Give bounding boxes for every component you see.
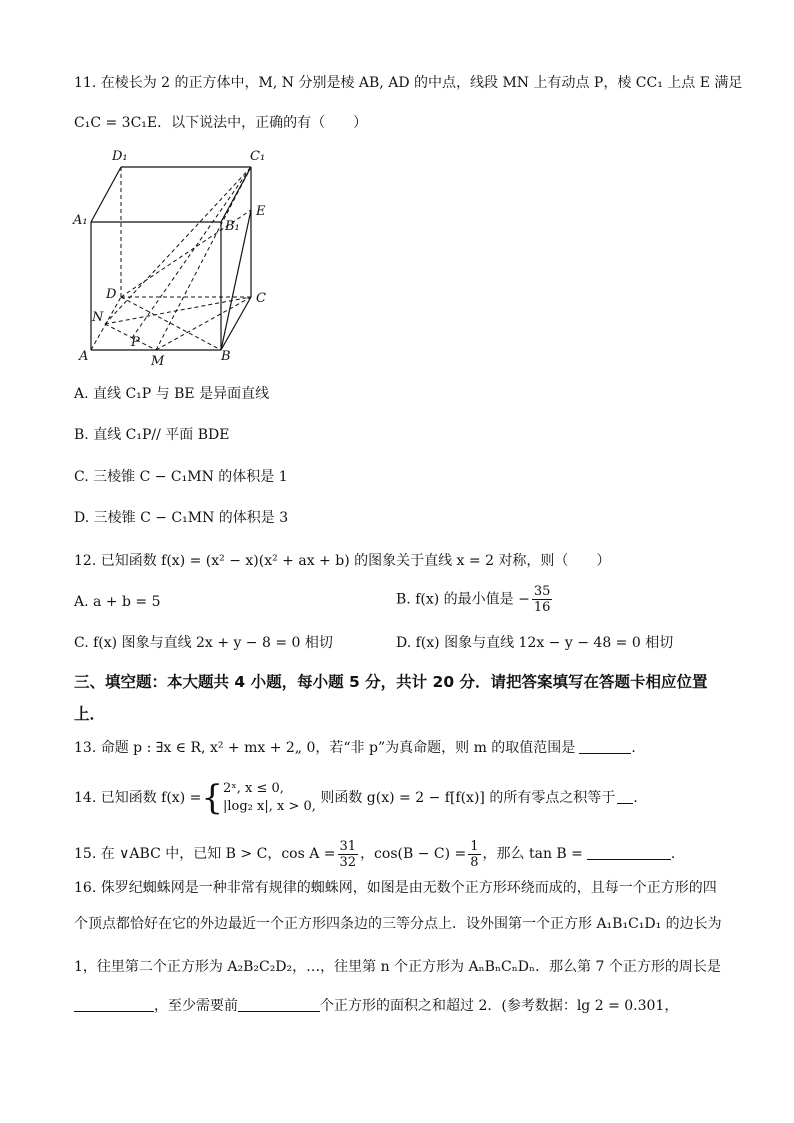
q13-end: ． — [631, 740, 646, 756]
fraction-denominator: 32 — [339, 854, 357, 870]
q16-line3: 1，往里第二个正方形为 A₂B₂C₂D₂，…，往里第 n 个正方形为 AₙBₙCₙDₙ．那么第 7 个正方形的周长是 — [74, 959, 721, 975]
q16-line2: 个顶点都恰好在它的外边最近一个正方形四条边的三等分点上．设外围第一个正方形 A₁B₁C₁D₁ 的边长为 — [74, 916, 722, 932]
q11-stem-line2: C₁C = 3C₁E．以下说法中，正确的有（ ） — [74, 115, 368, 131]
label-B: B — [221, 349, 231, 364]
q16-line4 — [74, 996, 678, 1016]
label-E: E — [256, 204, 266, 219]
fraction-denominator: 16 — [533, 600, 551, 615]
q15-cosA-fraction — [338, 839, 359, 870]
label-D: D — [106, 287, 117, 302]
q15-answer-blank — [587, 845, 671, 860]
q13 — [74, 738, 645, 758]
q16-line4-mid: ，至少需要前 — [154, 998, 238, 1014]
q11-option-b: B. 直线 C₁P// 平面 BDE — [74, 427, 230, 443]
q15-part1: 15. 在 ∨ABC 中，已知 B > C，cos A = — [74, 846, 336, 862]
q15 — [74, 834, 685, 874]
label-A1: A₁ — [73, 213, 88, 228]
q14-suffix: 则函数 g(x) = 2 − f[f(x)] 的所有零点之积等于 — [320, 790, 616, 806]
q16-answer-blank-2 — [238, 997, 320, 1012]
label-A: A — [79, 349, 89, 364]
label-C1: C₁ — [250, 149, 266, 164]
q16-line1: 16. 侏罗纪蜘蛛网是一种非常有规律的蜘蛛网，如图是由无数个正方形环绕而成的，且每一个正方形的四 — [74, 880, 717, 896]
fraction-denominator: 8 — [470, 854, 479, 870]
q16-answer-blank-1 — [74, 997, 154, 1012]
q12-stem: 12. 已知函数 f(x) = (x² − x)(x² + ax + b) 的图象关于直线 x = 2 对称，则（ ） — [74, 553, 611, 569]
q12-option-a: A. a + b = 5 — [74, 594, 161, 610]
q13-answer-blank — [579, 739, 631, 754]
q12-option-b-fraction — [532, 584, 553, 615]
q12-option-c: C. f(x) 图象与直线 2x + y − 8 = 0 相切 — [74, 635, 333, 651]
q11-stem-line1: 11. 在棱长为 2 的正方体中，M, N 分别是棱 AB, AD 的中点，线段 MN 上有动点 P，棱 CC₁ 上点 E 满足 — [74, 75, 743, 91]
q15-part3: ，那么 tan B = — [482, 846, 583, 862]
label-M: M — [151, 354, 165, 369]
q14-prefix: 14. 已知函数 f(x) = — [74, 790, 202, 806]
q15-end: ． — [670, 846, 685, 862]
q14-end: ． — [633, 790, 648, 806]
q13-text: 13. 命题 p : ∃x ∈ R, x² + mx + 2„ 0，若“非 p”为真命题，则 m 的取值范围是 — [74, 740, 576, 756]
q14-case-2: |log₂ x|, x > 0, — [223, 799, 316, 814]
q14-case-1: 2ˣ, x ≤ 0, — [223, 781, 284, 796]
label-D1: D₁ — [112, 149, 128, 164]
q15-part2: ，cos(B − C) = — [360, 846, 467, 862]
q14-answer-blank — [617, 789, 633, 804]
q14-cases — [223, 780, 316, 816]
q16-line4-end: 个正方形的面积之和超过 2．(参考数据：lg 2 = 0.301， — [320, 998, 679, 1014]
fraction-numerator: 35 — [533, 584, 551, 599]
label-P: P — [131, 335, 140, 350]
fraction-numerator: 31 — [339, 838, 357, 854]
q14-brace: { — [201, 778, 223, 818]
cube-figure — [70, 140, 280, 370]
q12-option-b-text: B. f(x) 的最小值是 − — [396, 591, 530, 608]
q11-option-d: D. 三棱锥 C − C₁MN 的体积是 3 — [74, 510, 289, 526]
label-C: C — [256, 291, 266, 306]
q11-option-a: A. 直线 C₁P 与 BE 是异面直线 — [74, 386, 270, 402]
q11-option-c: C. 三棱锥 C − C₁MN 的体积是 1 — [74, 469, 288, 485]
q12-option-b — [396, 584, 554, 615]
fraction-numerator: 1 — [470, 838, 479, 854]
q15-cosBC-fraction — [468, 839, 480, 870]
q12-option-d: D. f(x) 图象与直线 12x − y − 48 = 0 相切 — [396, 635, 674, 651]
section-heading-line2: 上． — [74, 705, 106, 723]
label-N: N — [92, 310, 104, 325]
label-B1: B₁ — [225, 219, 240, 234]
q14 — [74, 778, 647, 818]
section-heading-line1: 三、填空题：本大题共 4 小题，每小题 5 分，共计 20 分．请把答案填写在答题卡相应位置 — [74, 673, 708, 691]
